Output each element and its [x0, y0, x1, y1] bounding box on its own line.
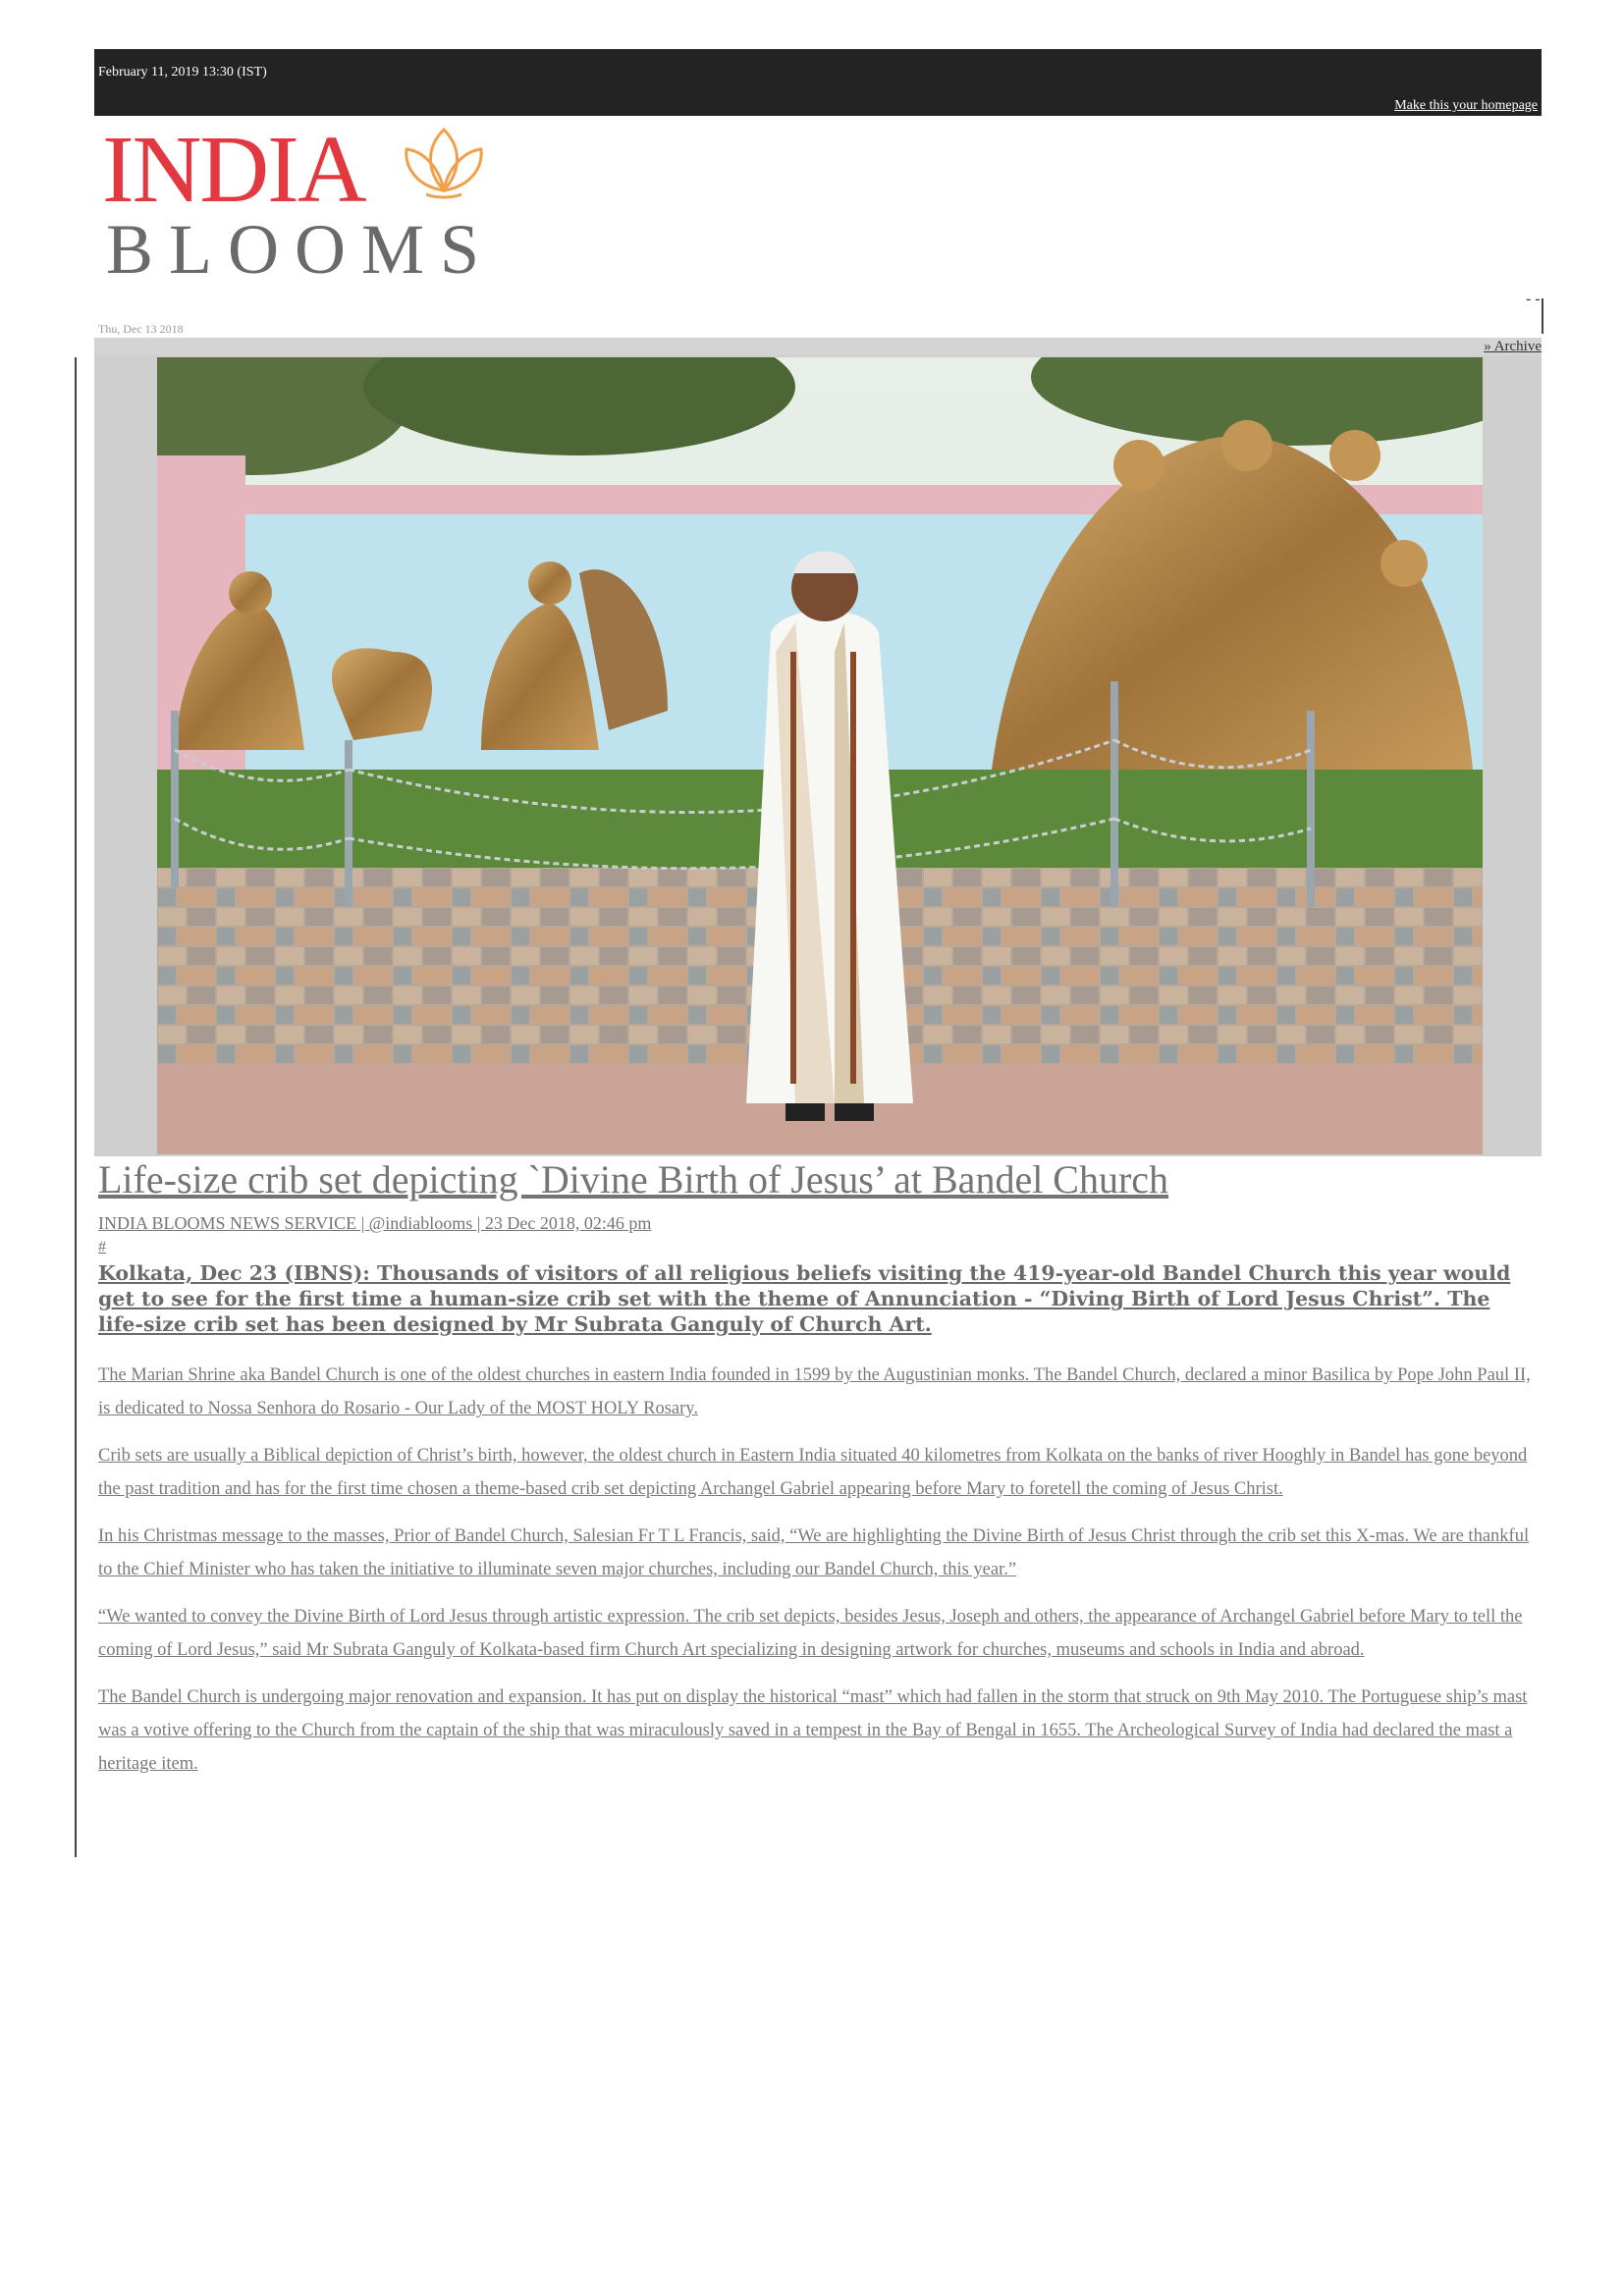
divider-right: [1542, 298, 1543, 334]
logo-blooms: BLOOMS: [106, 210, 496, 289]
make-homepage-link[interactable]: Make this your homepage: [1394, 98, 1538, 113]
lotus-icon: [397, 122, 491, 200]
divider-left: [75, 357, 77, 1857]
archive-link[interactable]: » Archive: [1484, 339, 1542, 354]
header-datetime: February 11, 2019 13:30 (IST): [98, 65, 267, 80]
article-paragraph: Crib sets are usually a Biblical depiction of Christ’s birth, however, the oldest church in Eastern India situated 40 kilometres from Kolkata on the banks of river Hooghly in Bandel has gone beyond the past tradition and has for the first time chosen a theme-based crib set depicting Archangel Gabriel appearing before Mary to foretell the coming of Jesus Christ.: [98, 1446, 1528, 1499]
logo-india: INDIA: [102, 117, 365, 223]
article-headline[interactable]: Life-size crib set depicting `Divine Birth of Jesus’ at Bandel Church: [98, 1157, 1169, 1201]
stray-dashes: - -: [1526, 291, 1541, 307]
crib-scene-image: [157, 357, 1483, 1154]
article-body: [98, 1359, 1542, 1794]
article-lead: Kolkata, Dec 23 (IBNS): Thousands of visitors of all religious beliefs visiting the 419-year-old Bandel Church this year would get to see for the first time a human-size crib set with the theme of Annunciation - “Diving Birth of Lord Jesus Christ”. The life-size crib set has been designed by Mr Subrata Ganguly of Church Art.: [98, 1261, 1511, 1336]
article-date: Thu, Dec 13 2018: [98, 322, 184, 336]
article-paragraph: In his Christmas message to the masses, Prior of Bandel Church, Salesian Fr T L Francis, said, “We are highlighting the Divine Birth of Jesus Christ through the crib set this X-mas. We are thankful to the Chief Minister who has taken the initiative to illuminate seven major churches, including our Bandel Church, this year.”: [98, 1526, 1530, 1579]
top-bar: [94, 49, 1542, 116]
article-photo: [157, 357, 1483, 1154]
photo-frame: [94, 355, 1542, 1156]
archive-strip: [94, 338, 1542, 355]
article-byline[interactable]: INDIA BLOOMS NEWS SERVICE | @indiablooms | 23 Dec 2018, 02:46 pm: [98, 1213, 652, 1233]
article-paragraph: The Bandel Church is undergoing major renovation and expansion. It has put on display the historical “mast” which had fallen in the storm that struck on 9th May 2010. The Portuguese ship’s mast was a votive offering to the Church from the captain of the ship that was miraculously saved in a tempest in the Bay of Bengal in 1655. The Archeological Survey of India had declared the mast a heritage item.: [98, 1687, 1528, 1774]
hash-link[interactable]: #: [98, 1239, 106, 1255]
site-logo[interactable]: [102, 117, 514, 289]
article-paragraph: The Marian Shrine aka Bandel Church is one of the oldest churches in eastern India founded in 1599 by the Augustinian monks. The Bandel Church, declared a minor Basilica by Pope John Paul II, is dedicated to Nossa Senhora do Rosario - Our Lady of the MOST HOLY Rosary.: [98, 1365, 1531, 1418]
article-paragraph: “We wanted to convey the Divine Birth of Lord Jesus through artistic expression. The crib set depicts, besides Jesus, Joseph and others, the appearance of Archangel Gabriel before Mary to tell the coming of Lord Jesus,” said Mr Subrata Ganguly of Kolkata-based firm Church Art specializing in designing artwork for churches, museums and schools in India and abroad.: [98, 1607, 1523, 1660]
